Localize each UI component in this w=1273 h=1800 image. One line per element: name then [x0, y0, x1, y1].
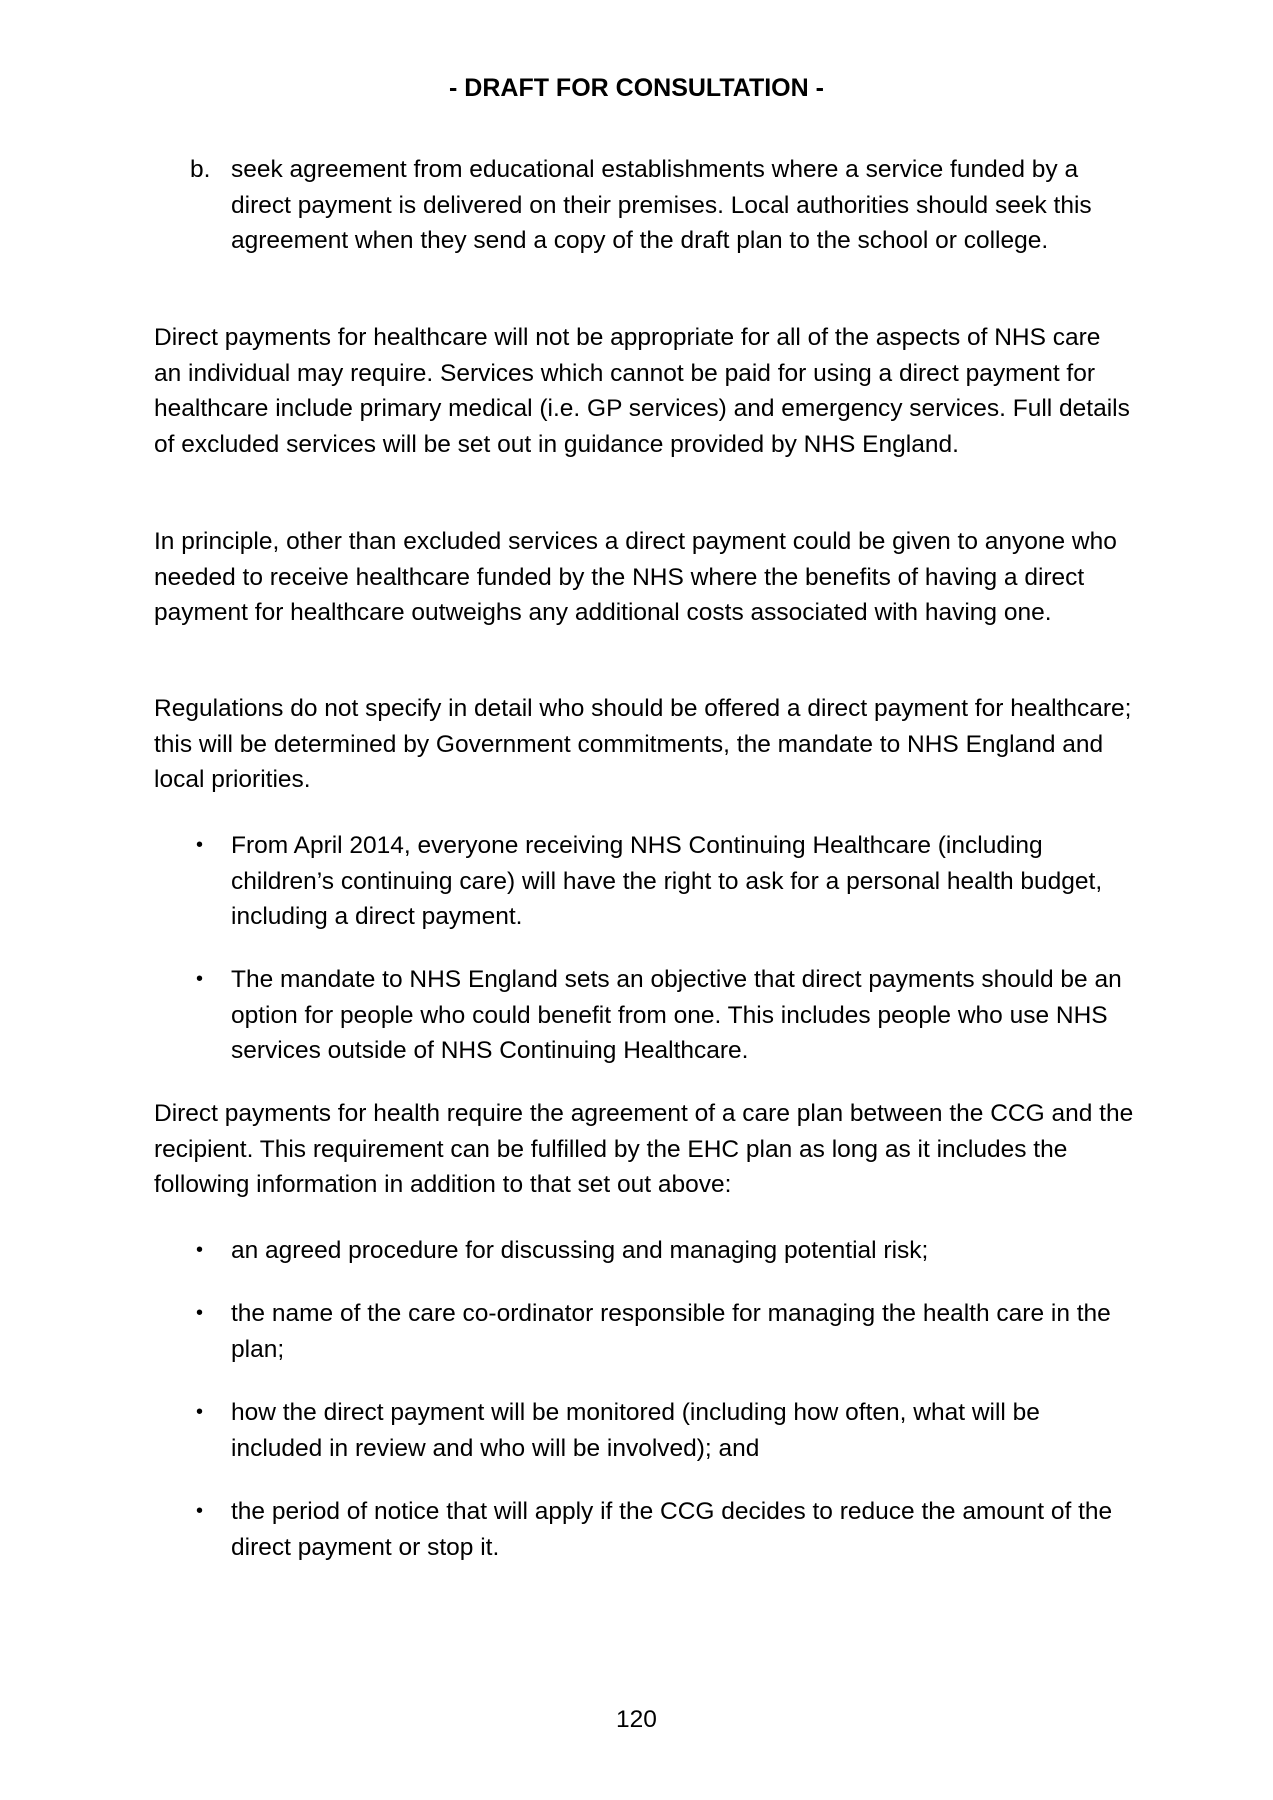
bullet-item: • From April 2014, everyone receiving NHS Continuing Healthcare (including children’s continuing care) will have the right to ask for a personal health budget, including a direct payment. — [154, 828, 1134, 935]
page-number: 120 — [616, 1706, 657, 1733]
paragraph-excluded-services: Direct payments for healthcare will not be appropriate for all of the aspects of NHS care an individual may require. Services which cannot be paid for using a direct payment for healthcare include primary medical (i.e. GP services) and emergency services. Full details of excluded services will be set out in guidance provided by NHS England. — [154, 324, 1130, 458]
bullet-item: • The mandate to NHS England sets an objective that direct payments should be an option for people who could benefit from one. This includes people who use NHS services outside of NHS Continuing Healthcare. — [154, 962, 1134, 1069]
list-item-text: seek agreement from educational establishments where a service funded by a direct payment is delivered on their premises. Local authorities should seek this agreement when they send a copy of the draft plan to the school or college. — [231, 156, 1092, 254]
paragraph-principle: In principle, other than excluded services a direct payment could be given to anyone who needed to receive healthcare funded by the NHS where the benefits of having a direct payment for healthcare outweighs any additional costs associated with having one. — [154, 528, 1117, 626]
bullet-icon: • — [196, 1401, 204, 1423]
list-item-b — [154, 152, 1134, 259]
paragraph-regulations: Regulations do not specify in detail who should be offered a direct payment for healthcare; this will be determined by Government commitments, the mandate to NHS England and local priorities. — [154, 695, 1132, 793]
bullet-item: • an agreed procedure for discussing and managing potential risk; — [154, 1233, 1134, 1269]
bullet-item: • how the direct payment will be monitored (including how often, what will be included in review and who will be involved); and — [154, 1395, 1134, 1466]
bullet-icon: • — [196, 1302, 204, 1324]
bullet-icon: • — [196, 968, 204, 990]
bullet-item: • the period of notice that will apply if the CCG decides to reduce the amount of the direct payment or stop it. — [154, 1494, 1134, 1565]
bullet-icon: • — [196, 834, 204, 856]
bullet-icon: • — [196, 1239, 204, 1261]
bullet-item: • the name of the care co-ordinator responsible for managing the health care in the plan; — [154, 1296, 1134, 1367]
list-marker: b. — [190, 156, 211, 183]
paragraph-care-plan: Direct payments for health require the agreement of a care plan between the CCG and the recipient. This requirement can be fulfilled by the EHC plan as long as it includes the following information in addition to that set out above: — [154, 1100, 1134, 1198]
draft-header: - DRAFT FOR CONSULTATION - — [449, 74, 824, 102]
bullet-icon: • — [196, 1500, 204, 1522]
